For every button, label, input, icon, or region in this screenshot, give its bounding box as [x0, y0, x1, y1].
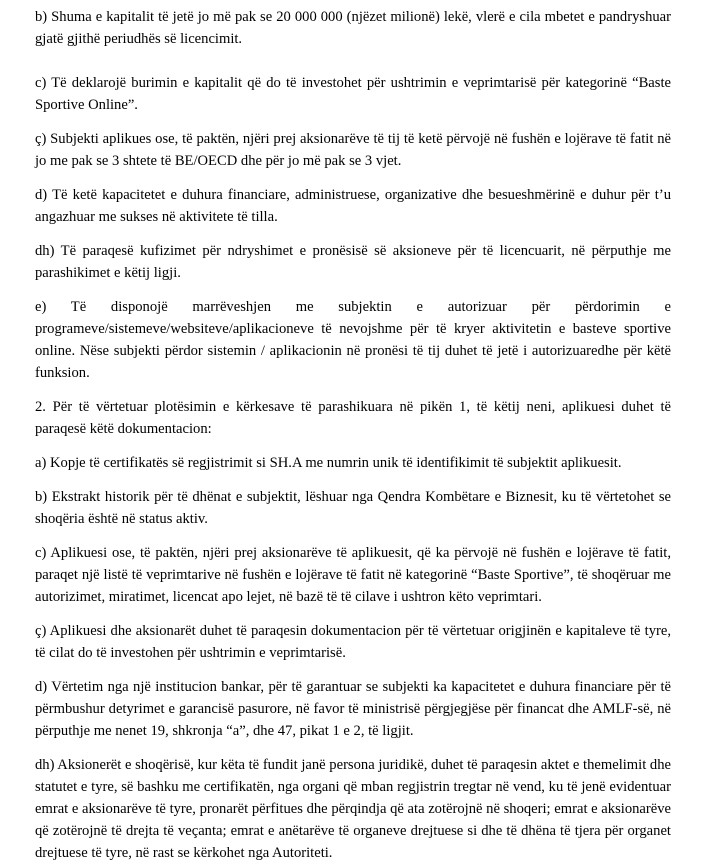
- paragraph-activity-list: c) Aplikuesi ose, të paktën, njëri prej aksionarëve të aplikuesit, që ka përvojë në fushën e lojërave të fatit, paraqet një listë të veprimtarive në fushën e lojërave të fatit në kategorinë “Baste Sportive”, të shoqëruar me autorizimet, miratimet, licencat apo lejet, në bazë të të cilave i ushtron këto veprimtari.: [35, 545, 671, 605]
- paragraph-capital-amount: b) Shuma e kapitalit të jetë jo më pak se 20 000 000 (njëzet milionë) lekë, vlerë e cila mbetet e pandryshuar gjatë gjithë periudhës së licencimit.: [35, 9, 671, 47]
- paragraph-capital-source: c) Të deklarojë burimin e kapitalit që do të investohet për ushtrimin e veprimtarisë për kategorinë “Baste Sportive Online”.: [35, 75, 671, 113]
- paragraph-bank-certificate: d) Vërtetim nga një institucion bankar, për të garantuar se subjekti ka kapacitetet e duhura financiare për të përmbushur detyrimet e garancisë pasurore, në favor të ministrisë përgjegjëse për financat dhe AMLF-së, në përputhje me nenet 19, shkronja “a”, dhe 47, pikat 1 e 2, të ligjit.: [35, 679, 671, 739]
- document-body: [35, 6, 671, 864]
- paragraph-registration-certificate: a) Kopje të certifikatës së regjistrimit si SH.A me numrin unik të identifikimit të subjektit aplikuesit.: [35, 455, 622, 471]
- paragraph-experience: ç) Subjekti aplikues ose, të paktën, njëri prej aksionarëve të tij të ketë përvojë në fushën e lojërave të fatit në jo me pak se 3 shtete të BE/OECD dhe për jo më pak se 3 vjet.: [35, 131, 671, 169]
- paragraph-ownership-restrictions: dh) Të paraqesë kufizimet për ndryshimet e pronësisë së aksioneve për të licencuarit, në përputhje me parashikimet e këtij ligji.: [35, 243, 671, 281]
- paragraph-agreement: e) Të disponojë marrëveshjen me subjektin e autorizuar për përdorimin e programeve/sistemeve/websiteve/aplikacioneve të nevojshme për të kryer aktivitetin e basteve sportive online. Nëse subjekti përdor sistemin / aplikacionin në pronësi të tij duhet të jetë i autorizuaredhe për këtë funksion.: [35, 299, 671, 381]
- paragraph-capacities: d) Të ketë kapacitetet e duhura financiare, administruese, organizative dhe besueshmërinë e duhur për t’u angazhuar me sukses në aktivitete të tilla.: [35, 187, 671, 225]
- paragraph-historic-extract: b) Ekstrakt historik për të dhënat e subjektit, lëshuar nga Qendra Kombëtare e Biznesit, ku të vërtetohet se shoqëria është në status aktiv.: [35, 489, 671, 527]
- paragraph-capital-origin: ç) Aplikuesi dhe aksionarët duhet të paraqesin dokumentacion për të vërtetuar origjinën e kapitaleve të tyre, të cilat do të investohen për ushtrimin e veprimtarisë.: [35, 623, 671, 661]
- paragraph-shareholder-documents: dh) Aksionerët e shoqërisë, kur këta të fundit janë persona juridikë, duhet të paraqesin aktet e themelimit dhe statutet e tyre, së bashku me certifikatën, nga organi që mban regjistrin tregtar në vend, ku të jenë evidentuar emrat e aksionarëve të tyre, pronarët përfitues dhe përqindja që ata zotërojnë në shoqeri; emrat e aksionarëve që zotërojnë të drejta të veçanta; emrat e anëtarëve të organeve drejtuese si dhe të dhëna të tjera për organet drejtuese të tyre, në rast se kërkohet nga Autoriteti.: [35, 757, 671, 861]
- paragraph-documentation-intro: 2. Për të vërtetuar plotësimin e kërkesave të parashikuara në pikën 1, të këtij neni, aplikuesi duhet të paraqesë këtë dokumentacion:: [35, 399, 671, 437]
